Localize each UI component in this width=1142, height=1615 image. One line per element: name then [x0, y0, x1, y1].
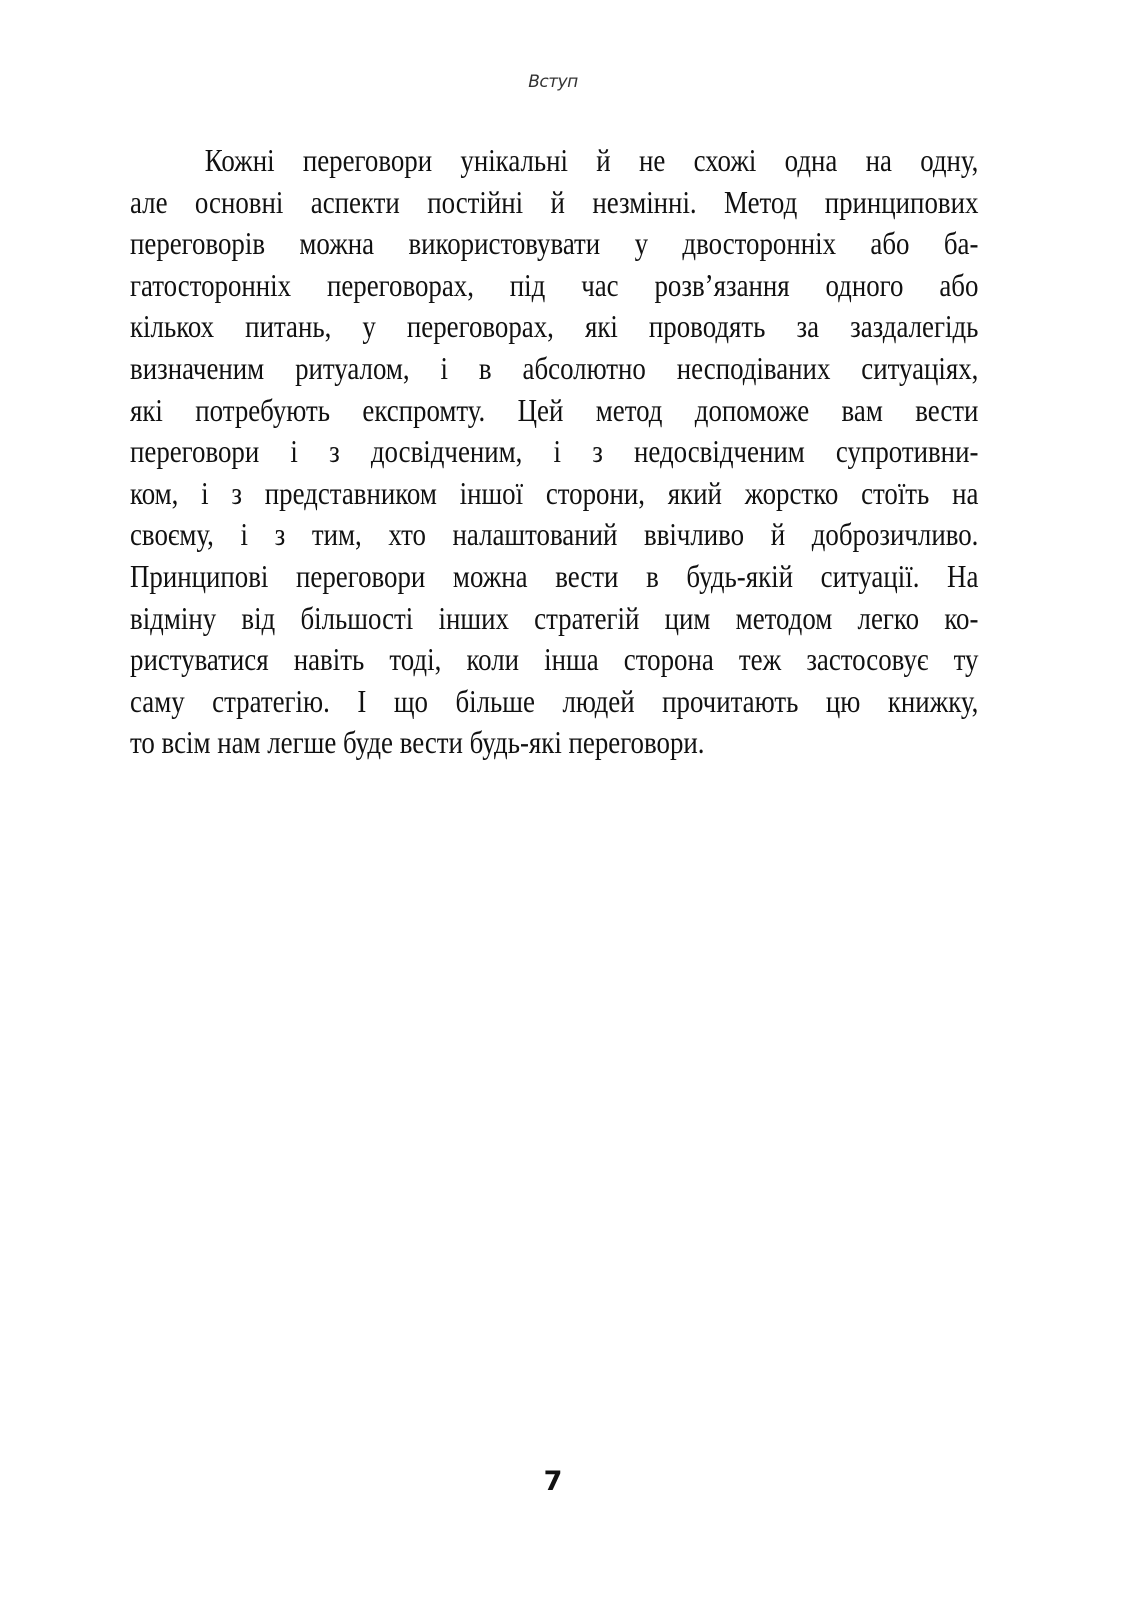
paragraph-line: саму стратегію. І що більше людей прочитають цю книжку, — [130, 682, 979, 719]
paragraph-line: відміну від більшості інших стратегій цим методом легко ко- — [130, 599, 979, 636]
body-paragraph — [130, 140, 978, 764]
page-number: 7 — [543, 1466, 563, 1497]
paragraph-line: переговори і з досвідченим, і з недосвідченим супротивни- — [130, 433, 979, 470]
paragraph-line: переговорів можна використовувати у двосторонніх або ба- — [130, 225, 979, 262]
paragraph-line: Кожні переговори унікальні й не схожі одна на одну, — [204, 142, 979, 178]
paragraph-line: гатосторонніх переговорах, під час розв’язання одного або — [130, 266, 979, 303]
paragraph-line: своєму, і з тим, хто налаштований ввічливо й доброзичливо. — [130, 516, 979, 553]
paragraph-line: ристуватися навіть тоді, коли інша сторона теж застосовує ту — [130, 641, 979, 678]
paragraph-line: визначеним ритуалом, і в абсолютно несподіваних ситуаціях, — [130, 349, 979, 386]
running-head: Вступ — [528, 72, 578, 92]
paragraph-line: які потребують експромту. Цей метод допоможе вам вести — [130, 391, 979, 428]
paragraph-line: то всім нам легше буде вести будь-які переговори. — [130, 724, 705, 761]
paragraph-line: але основні аспекти постійні й незмінні. Метод принципових — [130, 183, 979, 220]
paragraph-line: ком, і з представником іншої сторони, який жорстко стоїть на — [130, 474, 979, 511]
paragraph-line: кількох питань, у переговорах, які проводять за заздалегідь — [130, 308, 979, 345]
paragraph-line: Принципові переговори можна вести в будь-якій ситуації. На — [130, 557, 979, 594]
